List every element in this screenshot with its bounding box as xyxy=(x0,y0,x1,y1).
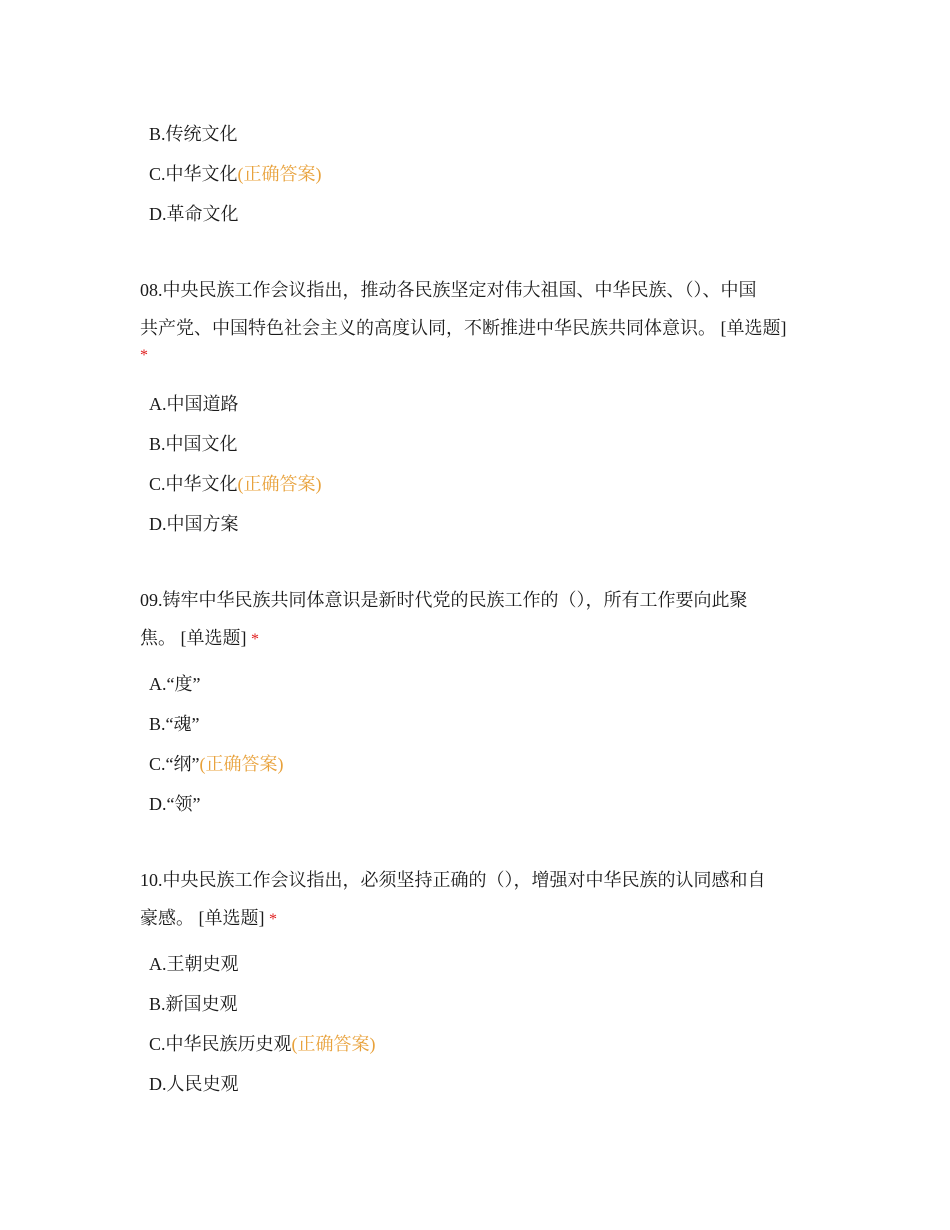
question-08 xyxy=(140,271,820,365)
option-q08-b xyxy=(140,424,820,464)
option-q09-b xyxy=(140,704,820,744)
option-text: B.中国文化 xyxy=(149,434,238,454)
question-10-text xyxy=(140,861,820,939)
option-q07-c xyxy=(140,154,820,194)
required-mark: * xyxy=(140,347,148,364)
option-q10-b xyxy=(140,984,820,1024)
option-q10-c xyxy=(140,1024,820,1064)
correct-answer-label: (正确答案) xyxy=(237,474,322,494)
option-text: B.新国史观 xyxy=(149,994,238,1014)
option-q09-c xyxy=(140,744,820,784)
option-text: A.王朝史观 xyxy=(149,954,239,974)
question-07-options xyxy=(140,114,820,234)
option-q10-a xyxy=(140,944,820,984)
question-text-line: 焦。 [单选题] xyxy=(140,628,247,648)
question-08-options xyxy=(140,384,820,544)
question-text-line: 10.中央民族工作会议指出，必须坚持正确的（），增强对中华民族的认同感和自 xyxy=(140,870,766,890)
question-text-line: 09.铸牢中华民族共同体意识是新时代党的民族工作的（），所有工作要向此聚 xyxy=(140,590,748,610)
option-text: A.中国道路 xyxy=(149,394,239,414)
correct-answer-label: (正确答案) xyxy=(237,164,322,184)
option-text: C.中华文化 xyxy=(149,164,238,184)
question-text-line: 豪感。 [单选题] xyxy=(140,908,265,928)
question-08-text xyxy=(140,271,820,347)
option-text: C.中华文化 xyxy=(149,474,238,494)
option-q07-b xyxy=(140,114,820,154)
question-09-options xyxy=(140,664,820,824)
option-q08-c xyxy=(140,464,820,504)
option-q09-d xyxy=(140,784,820,824)
option-text: D.“领” xyxy=(149,794,201,814)
option-text: B.“魂” xyxy=(149,714,200,734)
option-q10-d xyxy=(140,1064,820,1104)
question-09-text xyxy=(140,581,820,659)
option-text: C.中华民族历史观 xyxy=(149,1034,292,1054)
correct-answer-label: (正确答案) xyxy=(199,754,284,774)
correct-answer-label: (正确答案) xyxy=(291,1034,376,1054)
option-text: D.中国方案 xyxy=(149,514,239,534)
option-q08-d xyxy=(140,504,820,544)
option-text: A.“度” xyxy=(149,674,201,694)
option-text: D.革命文化 xyxy=(149,204,239,224)
option-q07-d xyxy=(140,194,820,234)
question-text-line: 共产党、中国特色社会主义的高度认同，不断推进中华民族共同体意识。 [单选题] xyxy=(140,318,787,338)
option-text: C.“纲” xyxy=(149,754,200,774)
question-10 xyxy=(140,861,820,939)
required-mark: * xyxy=(251,631,259,648)
option-text: D.人民史观 xyxy=(149,1074,239,1094)
question-09 xyxy=(140,581,820,659)
option-q09-a xyxy=(140,664,820,704)
question-10-options xyxy=(140,944,820,1104)
required-mark: * xyxy=(269,911,277,928)
question-text-line: 08.中央民族工作会议指出，推动各民族坚定对伟大祖国、中华民族、（）、中国 xyxy=(140,280,757,300)
option-text: B.传统文化 xyxy=(149,124,238,144)
option-q08-a xyxy=(140,384,820,424)
